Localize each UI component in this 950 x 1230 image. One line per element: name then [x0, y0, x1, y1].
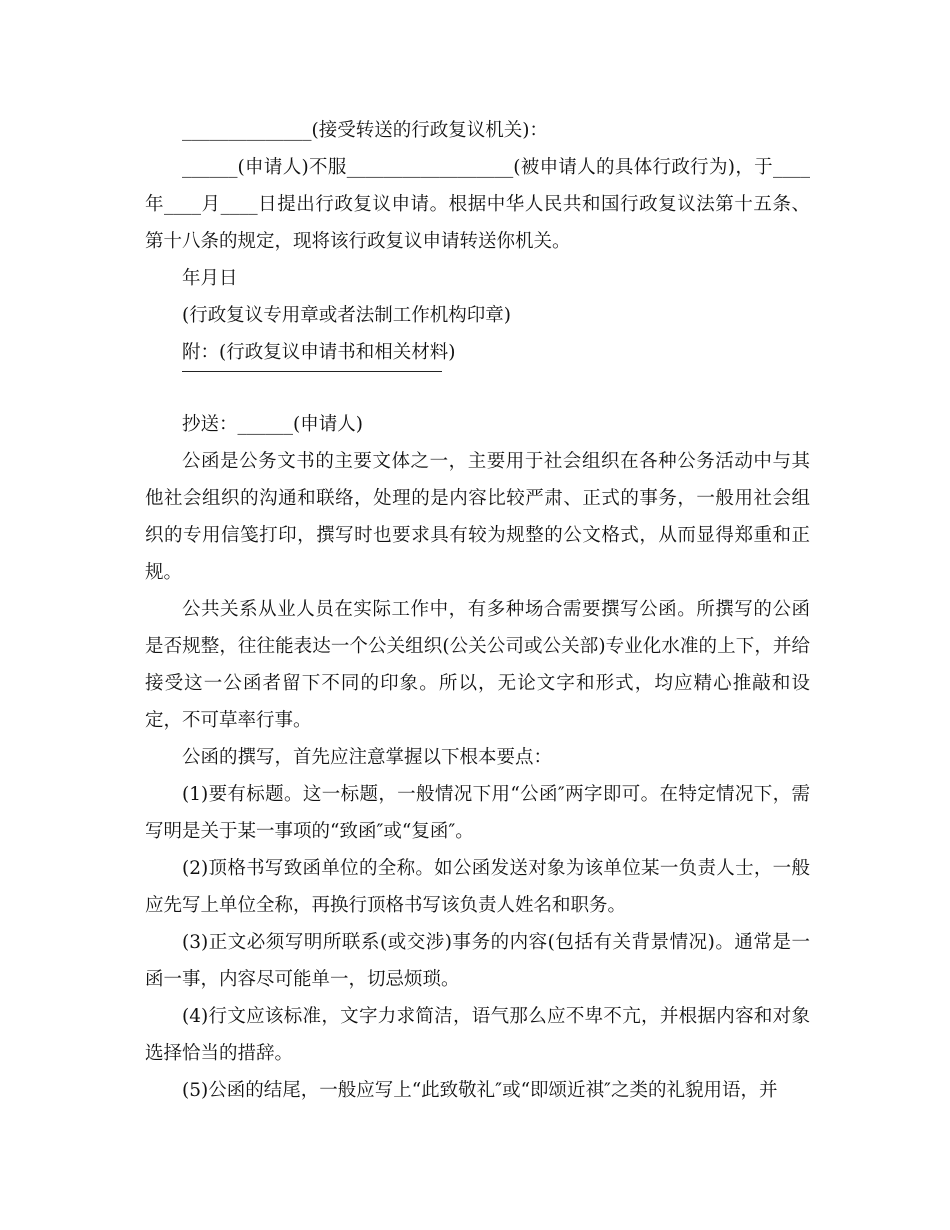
document-page: [145, 112, 810, 1109]
date-line: 年月日: [182, 268, 238, 289]
body-paragraph-pr: 公共关系从业人员在实际工作中，有多种场合需要撰写公函。所撰写的公函是否规整，往往能表达一个公关组织(公关公司或公关部)专业化水准的上下，并给接受这一公函者留下不同的印象。所以，无论文字和形式，均应精心推敲和设定，不可草率行事。: [145, 599, 810, 731]
point-1: (1)要有标题。这一标题，一般情况下用“公函″两字即可。在特定情况下，需写明是关于某一事项的“致函″或“复函″。: [145, 784, 810, 842]
point-4: (4)行文应该标准，文字力求简洁，语气那么应不卑不亢，并根据内容和对象选择恰当的措辞。: [145, 1006, 810, 1064]
addressee-line: ______________(接受转送的行政复议机关)：: [182, 120, 548, 141]
body-paragraph-points-lead: 公函的撰写，首先应注意掌握以下根本要点：: [182, 747, 553, 768]
transfer-notice-paragraph: ______(申请人)不服__________________(被申请人的具体行政行为)，于____年____月____日提出行政复议申请。根据中华人民共和国行政复议法第十五条、第十八条的规定，现将该行政复议申请转送你机关。: [145, 157, 810, 252]
attachment-line: 附：(行政复议申请书和相关材料): [182, 342, 456, 363]
body-paragraph-intro: 公函是公务文书的主要文体之一，主要用于社会组织在各种公务活动中与其他社会组织的沟通和联络，处理的是内容比较严肃、正式的事务，一般用社会组织的专用信笺打印，撰写时也要求具有较为规整的公文格式，从而显得郑重和正规。: [145, 451, 810, 583]
cc-line: 抄送：______(申请人): [182, 414, 363, 435]
separator-rule: [182, 371, 442, 372]
seal-line: (行政复议专用章或者法制工作机构印章): [182, 305, 511, 326]
point-3: (3)正文必须写明所联系(或交涉)事务的内容(包括有关背景情况)。通常是一函一事，内容尽可能单一，切忌烦琐。: [145, 932, 810, 990]
point-2: (2)顶格书写致函单位的全称。如公函发送对象为该单位某一负责人士，一般应先写上单位全称，再换行顶格书写该负责人姓名和职务。: [145, 858, 810, 916]
point-5: (5)公函的结尾，一般应写上“此致敬礼″或“即颂近祺″之类的礼貌用语，并: [182, 1080, 778, 1101]
